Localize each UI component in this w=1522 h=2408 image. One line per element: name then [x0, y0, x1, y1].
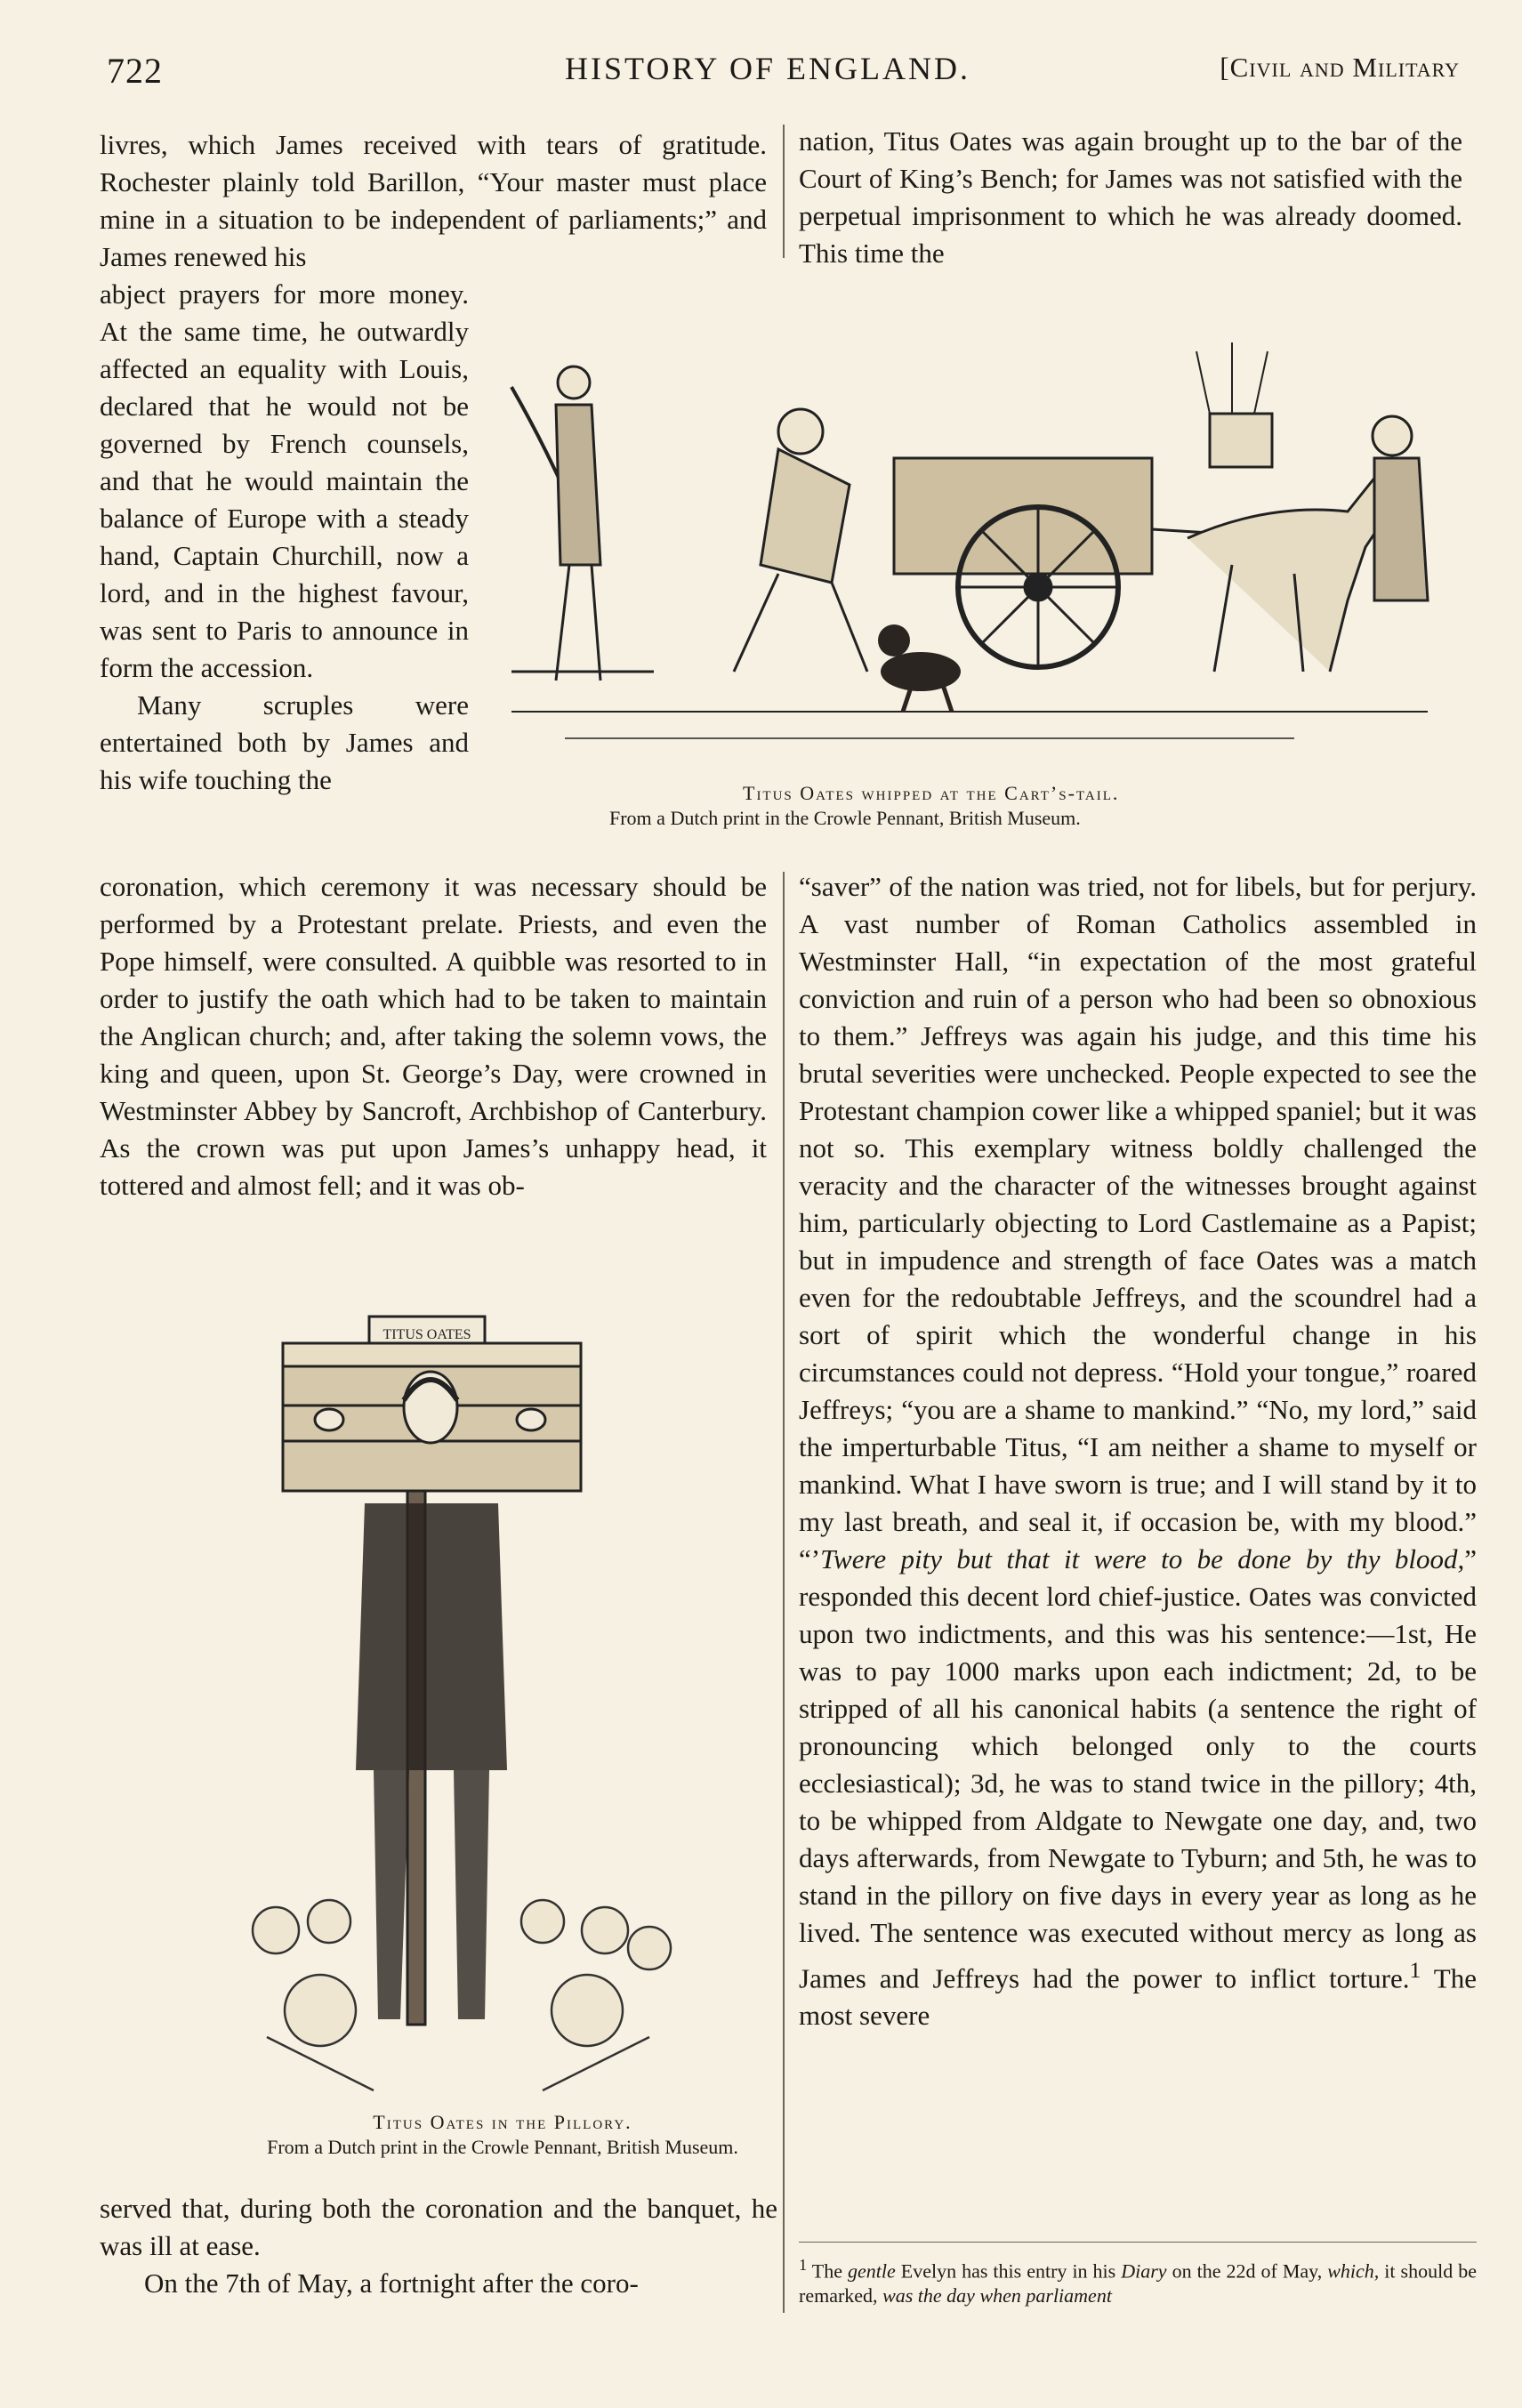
col1-middle-paragraph: coronation, which ceremony it was necessary should be performed by a Protestant prelate. Priests, and even the Pope himself, were consulted. A quibble was resorted to in order to justify the oath which had to be taken to maintain the Anglican church; and, after taking the solemn vows, the king and queen, upon St. George’s Day, were crowned in Westminster Abbey by Sancroft, Archbishop of Canterbury. As the crown was put upon James’s unhappy head, it tottered and almost fell; and it was ob- [100, 871, 767, 1201]
figure2-caption-title: Titus Oates in the Pillory. [373, 2111, 632, 2133]
pillory-illustration [187, 1308, 756, 2108]
page-number: 722 [107, 51, 163, 91]
col2-main-paragraph: “saver” of the nation was tried, not for libels, but for perjury. A vast number of Roman Catholics assembled in Westminster Hall, “in expectation of the most grateful conviction and ruin of a person who had been so obnoxious to them.” Jeffreys was again his judge, and this time his brutal severities were unchecked. People expected to see the Protestant champion cower like a whipped spaniel; but it was not so. This exemplary witness boldly challenged the veracity and the character of the witnesses brought against him, particularly objecting to Lord Castlemaine as a Papist; but in impudence and strength of face Oates was a match even for the redoubtable Jeffreys, and the scoundrel had a sort of spirit which the wonderful change in his circumstances could not depress. “Hold your tongue,” roared Jeffreys; “you are a shame to mankind.” “No, my lord,” said the imperturbable Titus, “I am neither a shame to myself or mankind. What I have sworn is true; and I will stand by it to my last breath, and seal it, if occasion be, with my blood.” “’Twere pity but that it were to be done by thy blood,” responded this decent lord chief-justice. Oates was convicted upon two indictments, and this was his sentence:—1st, He was to pay 1000 marks upon each indictment; 2d, to be stripped of all his canonical habits (a sentence the right of pronouncing which belonged only to the courts ecclesiastical); 3d, he was to stand twice in the pillory; 4th, to be whipped from Aldgate to Newgate one day, and, two days afterwards, from Newgate to Tyburn; and 5th, he was to stand in the pillory on five days in every year as long as he lived. The sentence was executed without mercy as long as James and Jeffreys had the power to inflict torture.$^1$ The most severe [799, 871, 1477, 2032]
figure2-caption-source: From a Dutch print in the Crowle Pennant, British Museum. [267, 2136, 738, 2158]
running-header [98, 36, 1460, 89]
figure2-caption [222, 2110, 783, 2160]
figure1-caption [609, 781, 1522, 831]
figure1-caption-source: From a Dutch print in the Crowle Pennant, British Museum. [609, 807, 1081, 829]
col2-top-paragraph: nation, Titus Oates was again brought up to the bar of the Court of King’s Bench; for James was not satisfied with the perpetual imprisonment to which he was already doomed. This time the [799, 125, 1462, 269]
footnote-ref: 1 [1409, 1957, 1421, 1983]
col1-bottom-paragraph: served that, during both the coronation and the banquet, he was ill at ease. On the 7th of May, a fortnight after the coro- [100, 2193, 777, 2299]
cart-whipping-illustration [494, 334, 1472, 769]
column-rule-top [783, 125, 785, 258]
footnote-rule [799, 2242, 1477, 2243]
footnote: $^1$ The gentle Evelyn has this entry in his Diary on the 22d of May, which, it should be remarked, was the day when parliament [799, 2256, 1477, 2307]
col1-top-paragraph: livres, which James received with tears of gratitude. Rochester plainly told Barillon, “Your master must place mine in a situation to be independent of parliaments;” and James renewed his [100, 129, 767, 272]
figure1-caption-title: Titus Oates whipped at the Cart’s-tail. [743, 782, 1120, 804]
quoted-reply: Twere pity but that it were to be done by thy blood, [820, 1543, 1465, 1574]
section-title: [Civil and Military [1220, 52, 1460, 83]
pillory-sign-text: TITUS OATES [383, 1327, 471, 1342]
column-rule-main [783, 872, 785, 2313]
col1-wrap-paragraph: abject prayers for more money. At the same time, he outwardly affected an equality with Louis, declared that he would not be governed by French counsels, and that he would maintain the balance of Europe with a steady hand, Captain Churchill, now a lord, and in the highest favour, was sent to Paris to announce in form the accession. Many scruples were entertained both by James and his wife touching the [100, 278, 469, 795]
running-title: HISTORY OF ENGLAND. [565, 51, 971, 86]
